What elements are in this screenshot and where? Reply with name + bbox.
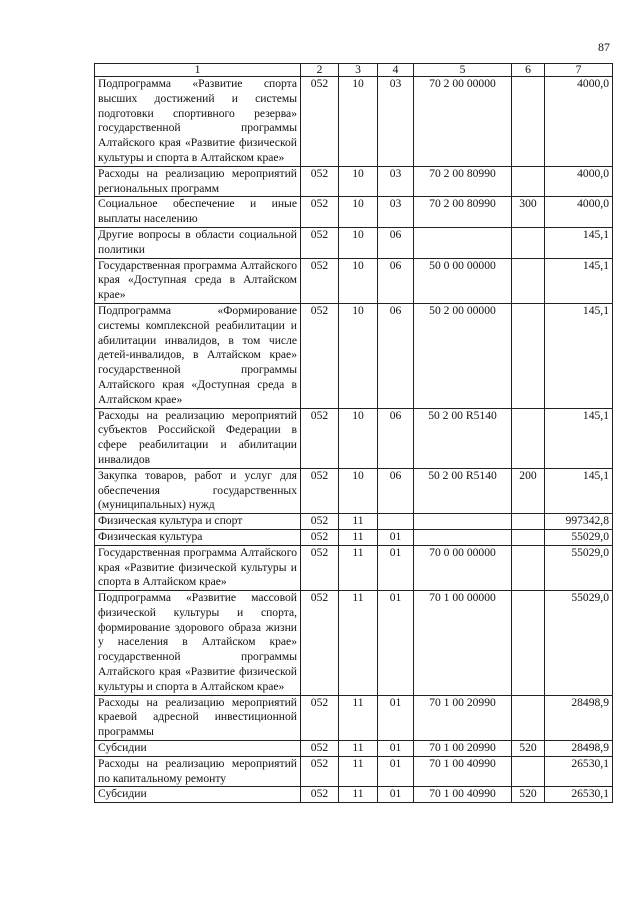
- cell-section: 10: [339, 303, 378, 408]
- cell-name: Расходы на реализацию мероприятий региональных программ: [95, 166, 301, 197]
- cell-target-article: 50 0 00 00000: [414, 258, 512, 303]
- table-row: [95, 756, 613, 787]
- cell-expense-type: 520: [512, 741, 545, 757]
- cell-expense-type: [512, 303, 545, 408]
- cell-subsection: 01: [378, 695, 414, 740]
- cell-expense-type: [512, 529, 545, 545]
- cell-ministry-code: 052: [301, 77, 339, 167]
- cell-name: Субсидии: [95, 787, 301, 803]
- table-row: [95, 591, 613, 696]
- cell-target-article: 70 2 00 00000: [414, 77, 512, 167]
- cell-ministry-code: 052: [301, 545, 339, 590]
- cell-amount: 4000,0: [545, 166, 613, 197]
- table-row: [95, 468, 613, 513]
- header-row: [95, 64, 613, 77]
- cell-subsection: 01: [378, 741, 414, 757]
- cell-expense-type: 200: [512, 468, 545, 513]
- cell-target-article: 70 1 00 40990: [414, 787, 512, 803]
- cell-amount: 28498,9: [545, 741, 613, 757]
- cell-subsection: 01: [378, 787, 414, 803]
- table-row: [95, 166, 613, 197]
- cell-name: Расходы на реализацию мероприятий по капитальному ремонту: [95, 756, 301, 787]
- cell-section: 11: [339, 695, 378, 740]
- cell-target-article: 70 2 00 80990: [414, 197, 512, 228]
- cell-section: 10: [339, 258, 378, 303]
- cell-ministry-code: 052: [301, 166, 339, 197]
- cell-ministry-code: 052: [301, 303, 339, 408]
- cell-amount: 55029,0: [545, 545, 613, 590]
- cell-subsection: 01: [378, 591, 414, 696]
- cell-name: Другие вопросы в области социальной политики: [95, 227, 301, 258]
- cell-ministry-code: 052: [301, 468, 339, 513]
- cell-section: 11: [339, 741, 378, 757]
- cell-expense-type: [512, 514, 545, 530]
- cell-section: 10: [339, 408, 378, 468]
- cell-target-article: 70 2 00 80990: [414, 166, 512, 197]
- cell-target-article: 70 0 00 00000: [414, 545, 512, 590]
- cell-name: Физическая культура и спорт: [95, 514, 301, 530]
- cell-name: Физическая культура: [95, 529, 301, 545]
- table-row: [95, 408, 613, 468]
- cell-name: Расходы на реализацию мероприятий краевой адресной инвестиционной программы: [95, 695, 301, 740]
- table-row: [95, 545, 613, 590]
- cell-amount: 145,1: [545, 258, 613, 303]
- cell-section: 10: [339, 197, 378, 228]
- cell-name: Подпрограмма «Развитие спорта высших достижений и системы подготовки спортивного резерва» государственной программы Алтайского края «Развитие физической культуры и спорта в Алтайском крае»: [95, 77, 301, 167]
- cell-target-article: [414, 227, 512, 258]
- page-number: 87: [598, 40, 610, 54]
- table-row: [95, 77, 613, 167]
- cell-amount: 145,1: [545, 227, 613, 258]
- cell-target-article: 70 1 00 40990: [414, 756, 512, 787]
- cell-ministry-code: 052: [301, 756, 339, 787]
- cell-ministry-code: 052: [301, 741, 339, 757]
- table-row: [95, 741, 613, 757]
- cell-subsection: 06: [378, 258, 414, 303]
- cell-subsection: 01: [378, 529, 414, 545]
- table-row: [95, 303, 613, 408]
- cell-subsection: 01: [378, 756, 414, 787]
- cell-name: Социальное обеспечение и иные выплаты населению: [95, 197, 301, 228]
- cell-target-article: 50 2 00 R5140: [414, 408, 512, 468]
- cell-target-article: 70 1 00 00000: [414, 591, 512, 696]
- table-row: [95, 197, 613, 228]
- cell-amount: 4000,0: [545, 197, 613, 228]
- header-col-7: 7: [545, 64, 613, 77]
- header-col-2: 2: [301, 64, 339, 77]
- header-col-6: 6: [512, 64, 545, 77]
- cell-target-article: 70 1 00 20990: [414, 695, 512, 740]
- cell-target-article: 70 1 00 20990: [414, 741, 512, 757]
- table-row: [95, 514, 613, 530]
- cell-subsection: 03: [378, 77, 414, 167]
- cell-target-article: 50 2 00 R5140: [414, 468, 512, 513]
- table-body: [95, 77, 613, 803]
- cell-expense-type: 520: [512, 787, 545, 803]
- cell-section: 11: [339, 529, 378, 545]
- cell-ministry-code: 052: [301, 514, 339, 530]
- cell-target-article: 50 2 00 00000: [414, 303, 512, 408]
- cell-name: Подпрограмма «Развитие массовой физической культуры и спорта, формирование здорового образа жизни у населения в Алтайском крае» государственной программы Алтайского края «Развитие физической культуры и спорта в Алтайском крае»: [95, 591, 301, 696]
- cell-section: 11: [339, 756, 378, 787]
- cell-target-article: [414, 529, 512, 545]
- cell-expense-type: [512, 756, 545, 787]
- cell-amount: 4000,0: [545, 77, 613, 167]
- cell-amount: 55029,0: [545, 529, 613, 545]
- cell-subsection: 01: [378, 545, 414, 590]
- table-row: [95, 258, 613, 303]
- table-row: [95, 787, 613, 803]
- cell-subsection: 03: [378, 197, 414, 228]
- header-col-3: 3: [339, 64, 378, 77]
- cell-expense-type: [512, 77, 545, 167]
- cell-section: 10: [339, 166, 378, 197]
- cell-subsection: 03: [378, 166, 414, 197]
- header-col-1: 1: [95, 64, 301, 77]
- header-col-4: 4: [378, 64, 414, 77]
- cell-expense-type: 300: [512, 197, 545, 228]
- cell-subsection: 06: [378, 408, 414, 468]
- cell-expense-type: [512, 408, 545, 468]
- cell-amount: 55029,0: [545, 591, 613, 696]
- cell-expense-type: [512, 166, 545, 197]
- cell-section: 11: [339, 514, 378, 530]
- table-row: [95, 695, 613, 740]
- cell-ministry-code: 052: [301, 591, 339, 696]
- cell-amount: 26530,1: [545, 787, 613, 803]
- cell-amount: 145,1: [545, 408, 613, 468]
- cell-amount: 145,1: [545, 468, 613, 513]
- cell-expense-type: [512, 227, 545, 258]
- cell-target-article: [414, 514, 512, 530]
- cell-ministry-code: 052: [301, 695, 339, 740]
- cell-ministry-code: 052: [301, 227, 339, 258]
- cell-subsection: 06: [378, 227, 414, 258]
- budget-table: [94, 63, 613, 803]
- cell-name: Государственная программа Алтайского края «Развитие физической культуры и спорта в Алтайском крае»: [95, 545, 301, 590]
- cell-expense-type: [512, 591, 545, 696]
- cell-amount: 26530,1: [545, 756, 613, 787]
- cell-ministry-code: 052: [301, 258, 339, 303]
- cell-name: Субсидии: [95, 741, 301, 757]
- cell-amount: 28498,9: [545, 695, 613, 740]
- cell-subsection: 06: [378, 303, 414, 408]
- cell-subsection: [378, 514, 414, 530]
- cell-subsection: 06: [378, 468, 414, 513]
- table-row: [95, 227, 613, 258]
- cell-amount: 145,1: [545, 303, 613, 408]
- cell-amount: 997342,8: [545, 514, 613, 530]
- cell-expense-type: [512, 695, 545, 740]
- cell-ministry-code: 052: [301, 529, 339, 545]
- cell-expense-type: [512, 258, 545, 303]
- cell-name: Государственная программа Алтайского края «Доступная среда в Алтайском крае»: [95, 258, 301, 303]
- cell-section: 10: [339, 77, 378, 167]
- table-row: [95, 529, 613, 545]
- header-col-5: 5: [414, 64, 512, 77]
- table-header: [95, 64, 613, 77]
- cell-name: Расходы на реализацию мероприятий субъектов Российской Федерации в сфере реабилитации и абилитации инвалидов: [95, 408, 301, 468]
- cell-expense-type: [512, 545, 545, 590]
- cell-ministry-code: 052: [301, 787, 339, 803]
- cell-section: 10: [339, 227, 378, 258]
- cell-section: 11: [339, 591, 378, 696]
- cell-ministry-code: 052: [301, 408, 339, 468]
- cell-ministry-code: 052: [301, 197, 339, 228]
- cell-name: Закупка товаров, работ и услуг для обеспечения государственных (муниципальных) нужд: [95, 468, 301, 513]
- cell-section: 11: [339, 545, 378, 590]
- cell-section: 11: [339, 787, 378, 803]
- cell-section: 10: [339, 468, 378, 513]
- cell-name: Подпрограмма «Формирование системы комплексной реабилитации и абилитации инвалидов, в том числе детей-инвалидов, в Алтайском крае» государственной программы Алтайского края «Доступная среда в Алтайском крае»: [95, 303, 301, 408]
